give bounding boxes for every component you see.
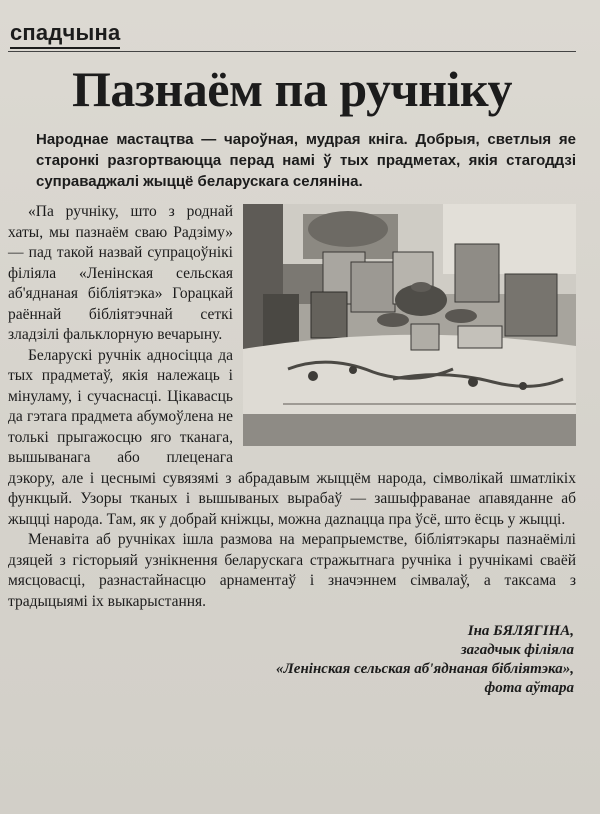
author-name: Іна БЯЛЯГІНА, <box>467 623 574 639</box>
paragraph-1: «Па ручніку, што з роднай хаты, мы пазнаём сваю Радзіму» — пад такой назвай супрацоўнікі філіяла «Ленінская сельская аб'яднаная бібліятэка» Горацкай раённай бібліятэчнай сеткі зладзілі фальклорную вечарыну. <box>8 203 233 343</box>
paragraph-3: Менавіта аб ручніках ішла размова на мерапрыемстве, бібліятэкары пазнаёмілі дзяцей з гісторыяй узнікнення беларускага стражытнага ручніка і ручнікамі сваёй мясцовасці, разнастайнасцю арнаментаў і значэннем сімвалаў, а таксама з традыцыямі іх выкарыстання. <box>8 531 576 610</box>
author-organization: «Ленінская сельская аб'яднаная бібліятэка», <box>276 661 574 677</box>
photo-table-with-books-and-towel <box>243 204 576 446</box>
author-signature <box>8 622 576 698</box>
photo-credit: фота аўтара <box>484 680 574 696</box>
paragraph-2: Беларускі ручнік адносіцца да тых прадметаў, якія належаць і мінуламу, і сучаснасці. Цікавасць да гэтага прадмета абумоўлена не толькі прыгажосцю яго тканага, вышыванага або плеценага дэкору, але і цеснымі сувязямі з абрадавым жыццём народа, сімволікай шматлікіх функцый. Узоры тканых і вышываных вырабаў — зашыфраванае апавяданне аб жыцці народа. Там, як у добрай кніжцы, можна даznацца пра ўсё, што ёсць у жыцці. <box>8 346 576 528</box>
rubric-divider <box>8 51 576 52</box>
article-headline: Пазнаём па ручніку <box>72 61 512 117</box>
section-rubric: спадчына <box>10 20 120 49</box>
author-role: загадчык філіяла <box>460 642 574 658</box>
article-lead: Народнае мастацтва — чароўная, мудрая кніга. Добрыя, светлыя яе старонкі разгортваюцца перад намі ў тых прадметах, якія стагоддзі суправаджалі жыццё беларускага селяніна. <box>36 131 576 190</box>
article-body <box>8 202 576 612</box>
article-photo <box>243 204 576 446</box>
